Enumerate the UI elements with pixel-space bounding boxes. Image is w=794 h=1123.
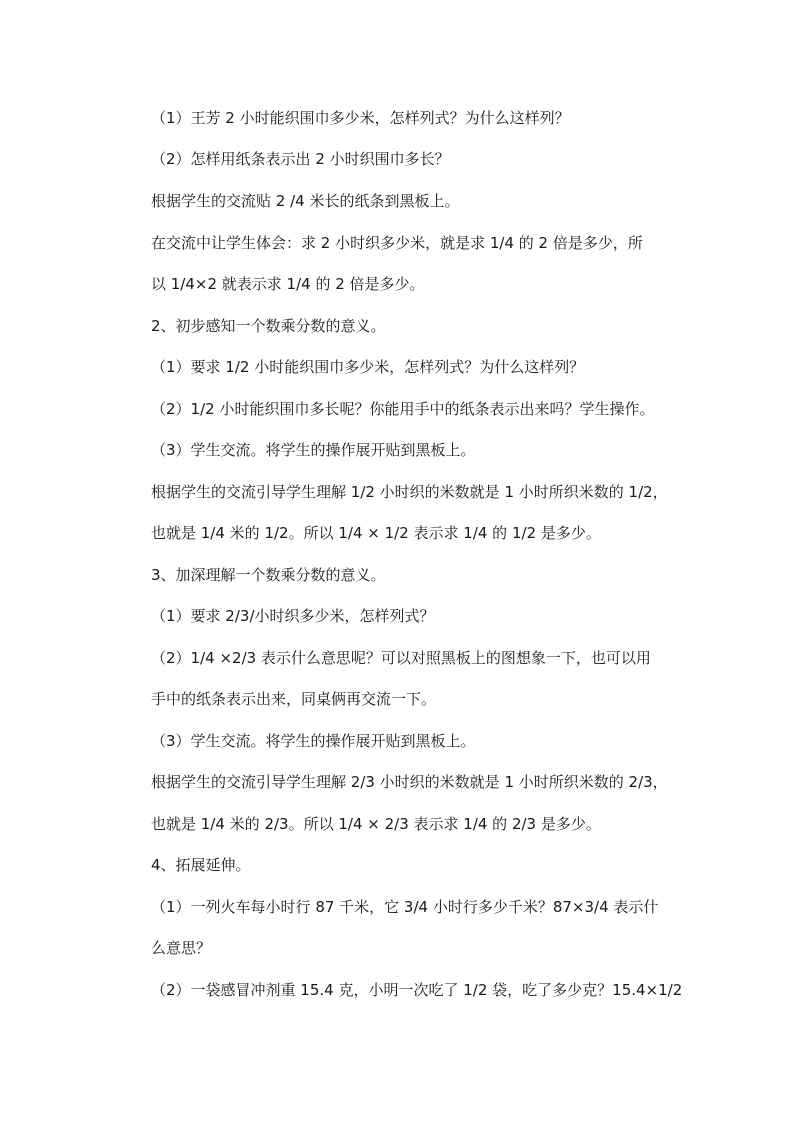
text-line: 根据学生的交流引导学生理解 2/3 小时织的米数就是 1 小时所织米数的 2/3， — [151, 773, 668, 791]
text-line: 么意思？ — [151, 939, 212, 957]
text-line: （2）1/2 小时能织围巾多长呢？你能用手中的纸条表示出来吗？学生操作。 — [151, 400, 655, 418]
section-heading: 4、拓展延伸。 — [151, 856, 251, 874]
text-line: （2）1/4 ×2/3 表示什么意思呢？可以对照黑板上的图想象一下，也可以用 — [151, 649, 651, 667]
text-line: （1）王芳 2 小时能织围巾多少米，怎样列式？为什么这样列？ — [151, 109, 570, 127]
text-line: （2）一袋感冒冲剂重 15.4 克，小明一次吃了 1/2 袋，吃了多少克？15.4×1/2 — [151, 981, 683, 999]
text-line: （3）学生交流。将学生的操作展开贴到黑板上。 — [151, 732, 476, 750]
text-line: （1）要求 1/2 小时能织围巾多少米，怎样列式？为什么这样列？ — [151, 358, 585, 376]
text-line: 以 1/4×2 就表示求 1/4 的 2 倍是多少。 — [151, 275, 425, 293]
text-line: 根据学生的交流贴 2 /4 米长的纸条到黑板上。 — [151, 192, 460, 210]
text-line: 手中的纸条表示出来，同桌俩再交流一下。 — [151, 690, 437, 708]
text-line: （1）一列火车每小时行 87 千米，它 3/4 小时行多少千米？87×3/4 表示什 — [151, 898, 659, 916]
text-line: 也就是 1/4 米的 1/2。所以 1/4 × 1/2 表示求 1/4 的 1/2 是多少。 — [151, 524, 601, 542]
text-line: （3）学生交流。将学生的操作展开贴到黑板上。 — [151, 441, 476, 459]
text-line: 在交流中让学生体会：求 2 小时织多少米，就是求 1/4 的 2 倍是多少，所 — [151, 234, 643, 252]
text-line: （2）怎样用纸条表示出 2 小时织围巾多长？ — [151, 150, 450, 168]
text-line: 根据学生的交流引导学生理解 1/2 小时织的米数就是 1 小时所织米数的 1/2， — [151, 483, 668, 501]
text-line: （1）要求 2/3/小时织多少米，怎样列式？ — [151, 607, 435, 625]
section-heading: 2、初步感知一个数乘分数的意义。 — [151, 317, 386, 335]
text-line: 也就是 1/4 米的 2/3。所以 1/4 × 2/3 表示求 1/4 的 2/3 是多少。 — [151, 815, 601, 833]
section-heading: 3、加深理解一个数乘分数的意义。 — [151, 566, 386, 584]
